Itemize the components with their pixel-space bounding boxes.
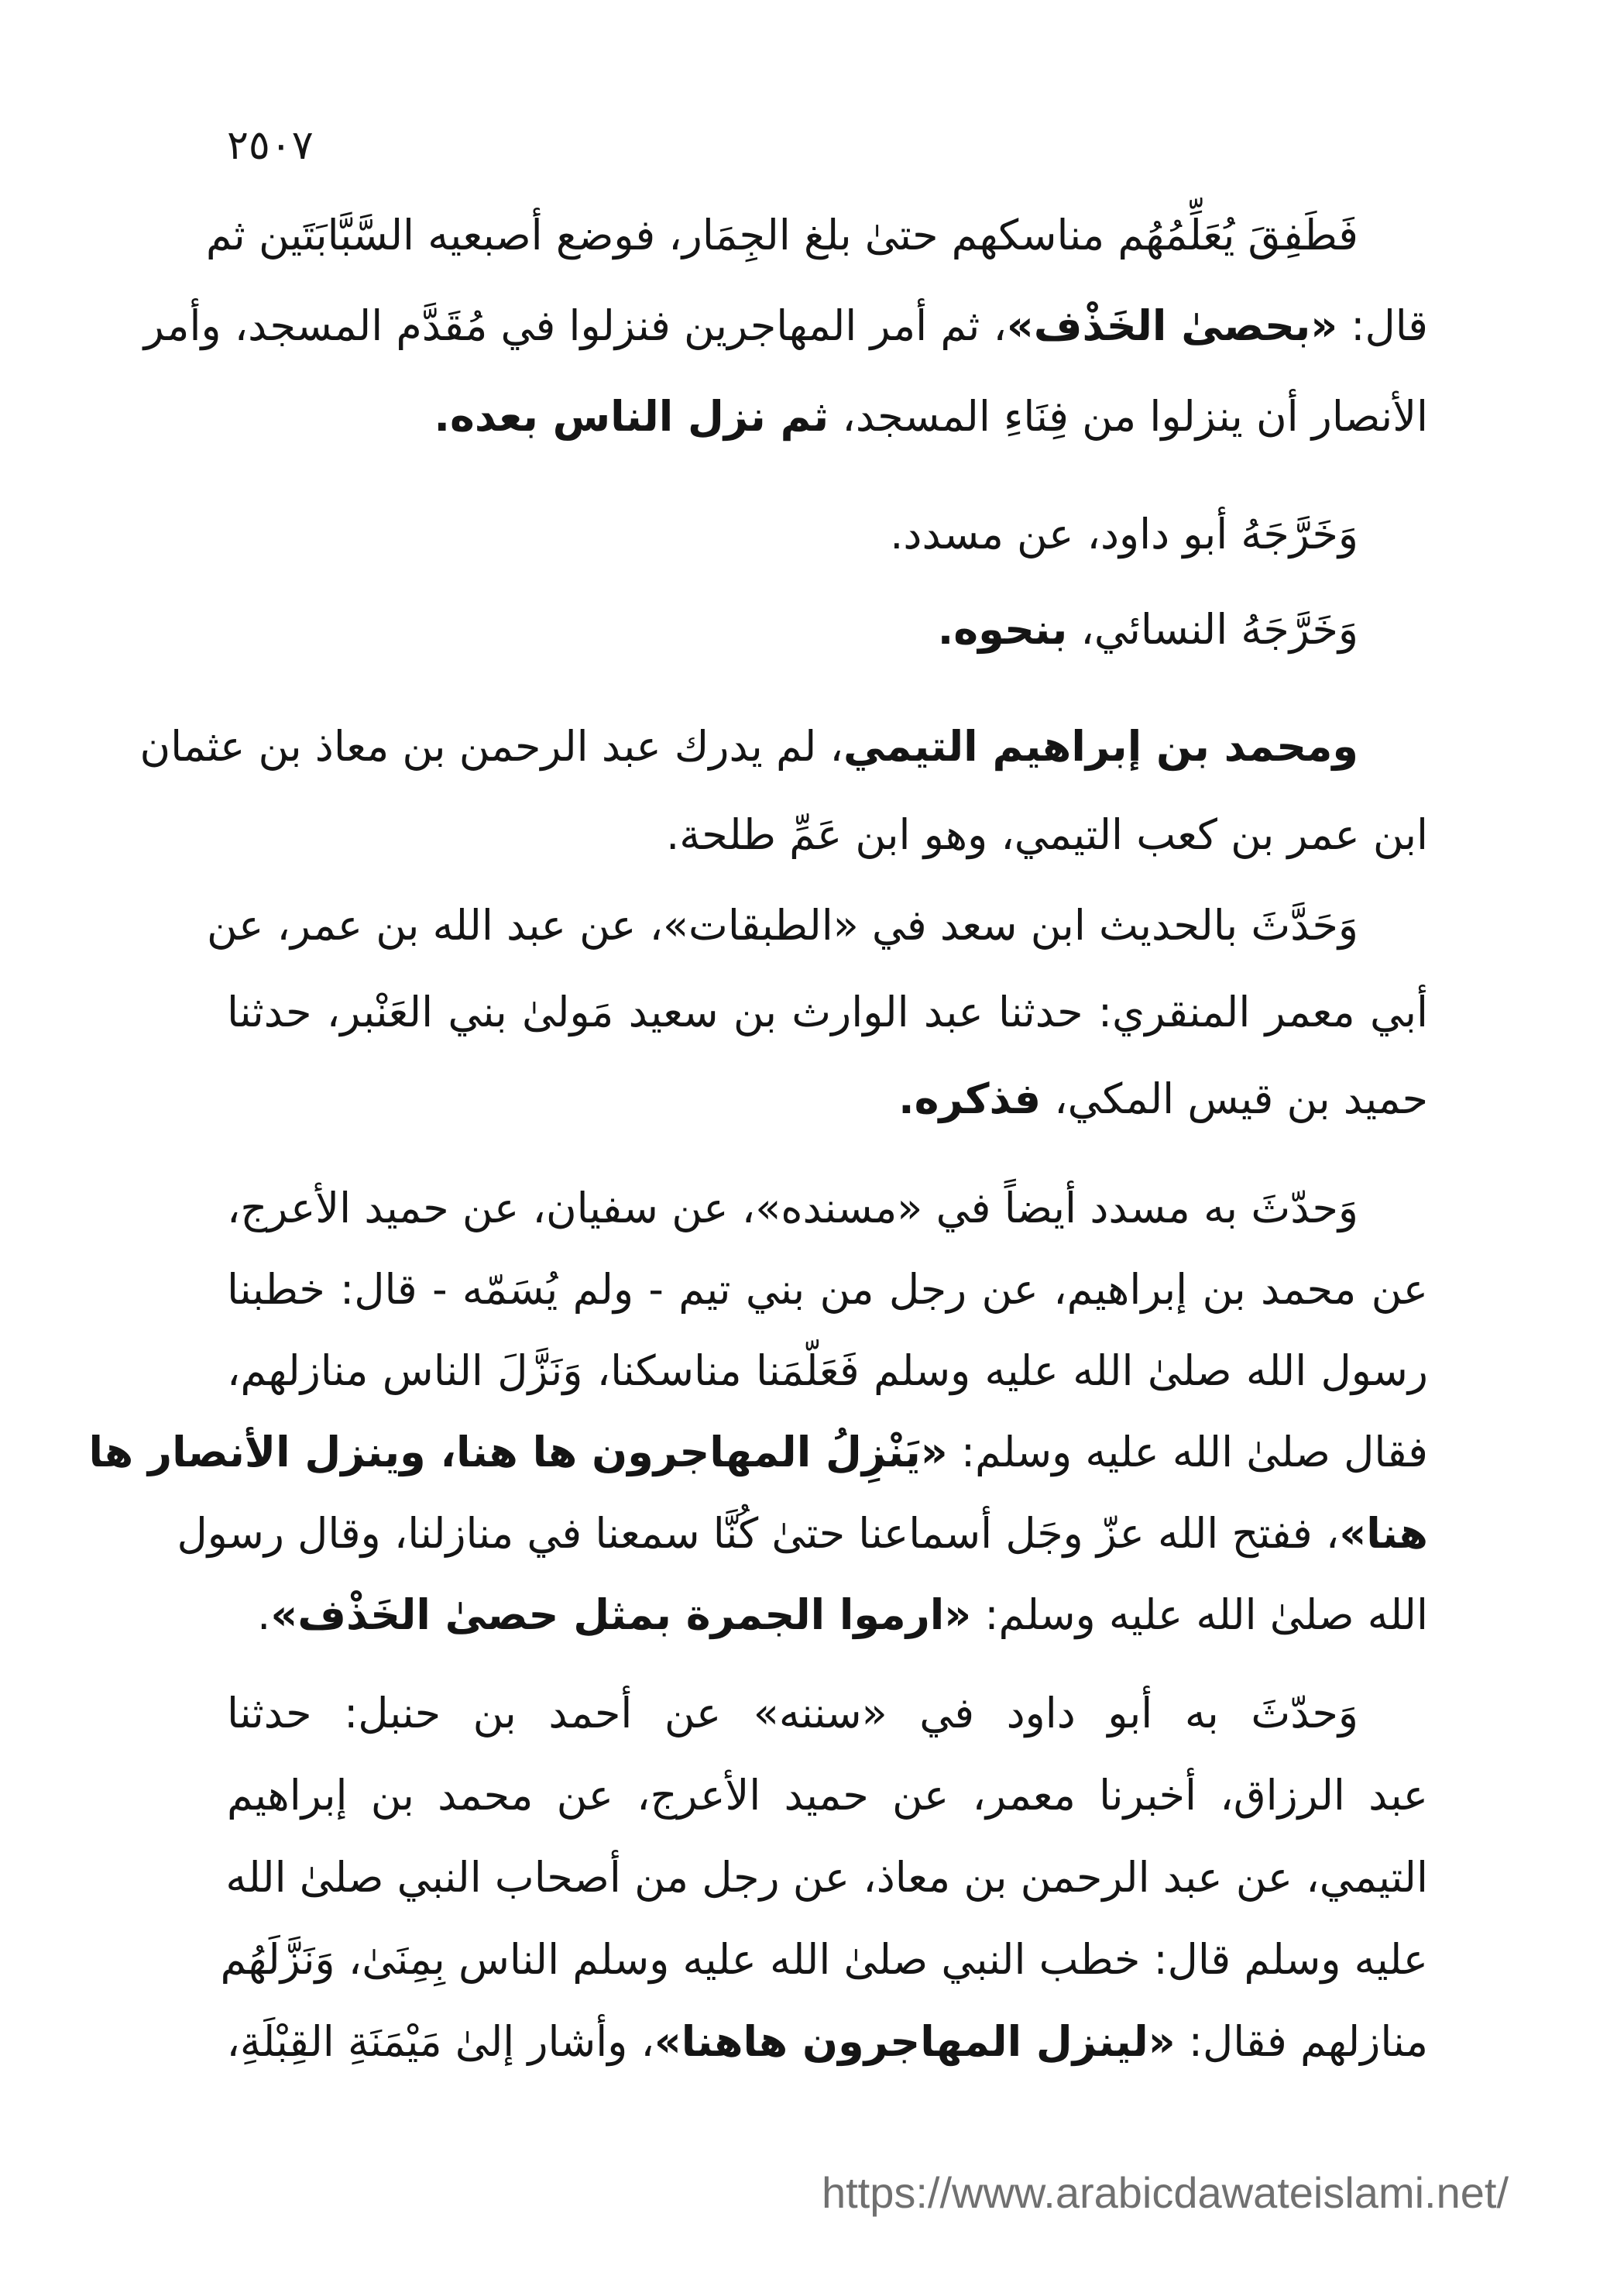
paragraph xyxy=(88,1167,1428,1655)
text-line xyxy=(205,190,1428,280)
text-segment: عليه وسلم قال: خطب النبي صلىٰ الله عليه وسلم الناس بِمِنَىٰ، وَنَزَّلَهُم xyxy=(220,1935,1428,1984)
text-segment: وَحدّثَ به مسدد أيضاً في «مسنده»، عن سفيان، عن حميد الأعرج، xyxy=(227,1184,1358,1232)
text-line xyxy=(227,371,1428,462)
paragraph xyxy=(227,490,1428,579)
bold-text-segment: بنحوه. xyxy=(937,605,1068,654)
text-segment: وَحدّثَ به أبو داود في «سننه» عن أحمد بن حنبل: حدثنا xyxy=(227,1689,1358,1737)
bold-text-segment: «بحصىٰ الخَذْف» xyxy=(1006,301,1338,350)
text-segment: منازلهم فقال: xyxy=(1175,2017,1428,2066)
text-segment: التيمي، عن عبد الرحمن بن معاذ، عن رجل من أصحاب النبي صلىٰ الله xyxy=(225,1853,1428,1902)
text-line xyxy=(227,2001,1428,2083)
text-line xyxy=(139,703,1428,791)
text-line xyxy=(227,1249,1428,1330)
text-line xyxy=(177,1493,1428,1574)
text-segment: ابن عمر بن كعب التيمي، وهو ابن عَمِّ طلحة. xyxy=(666,810,1428,859)
text-segment: فقال صلىٰ الله عليه وسلم: xyxy=(947,1428,1428,1476)
text-line xyxy=(227,1755,1428,1837)
paragraph xyxy=(206,882,1428,1143)
bold-text-segment: فذكره. xyxy=(898,1074,1042,1123)
text-segment: أبي معمر المنقري: حدثنا عبد الوارث بن سعيد مَولىٰ بني العَنْبر، حدثنا xyxy=(227,988,1428,1036)
paragraph xyxy=(227,585,1428,675)
page-number: ٢٥٠٧ xyxy=(227,122,314,169)
text-line xyxy=(227,1837,1428,1919)
text-segment: ، وأشار إلىٰ مَيْمَنَةِ القِبْلَةِ، xyxy=(226,2017,654,2066)
bold-text-segment: «ارموا الجمرة بمثل حصىٰ الخَذْف» xyxy=(270,1590,972,1639)
paragraph xyxy=(139,703,1428,879)
text-segment: وَخَرَّجَهُ أبو داود، عن مسدد. xyxy=(890,510,1358,559)
text-line xyxy=(227,791,1428,879)
text-line xyxy=(227,585,1428,675)
paragraph xyxy=(220,1672,1428,2083)
text-segment: حميد بن قيس المكي، xyxy=(1041,1074,1428,1123)
text-segment: رسول الله صلىٰ الله عليه وسلم فَعَلّمَنا مناسكنا، وَنَزَّلَ الناس منازلهم، xyxy=(227,1346,1428,1395)
text-line xyxy=(88,1411,1428,1493)
text-segment: الله صلىٰ الله عليه وسلم: xyxy=(971,1590,1428,1639)
bold-text-segment: «لينزل المهاجرون هاهنا» xyxy=(654,2017,1176,2066)
text-line xyxy=(227,490,1428,579)
text-line xyxy=(227,1672,1428,1755)
text-line xyxy=(220,1919,1428,2001)
paragraph xyxy=(143,190,1428,462)
bold-text-segment: ثم نزل الناس بعده. xyxy=(434,392,829,441)
text-line xyxy=(143,280,1428,371)
text-line xyxy=(227,1167,1428,1249)
text-line xyxy=(227,1330,1428,1411)
text-segment: ، لم يدرك عبد الرحمن بن معاذ بن عثمان xyxy=(139,722,843,771)
text-segment: عن محمد بن إبراهيم، عن رجل من بني تيم - ولم يُسَمّه - قال: خطبنا xyxy=(227,1265,1428,1314)
text-segment: فَطَفِقَ يُعَلِّمُهُم مناسكهم حتىٰ بلغ الجِمَار، فوضع أصبعيه السَّبَّابَتَين ثم xyxy=(205,211,1358,260)
text-segment: ، ثم أمر المهاجرين فنزلوا في مُقَدَّم المسجد، وأمر xyxy=(143,301,1007,350)
text-segment: وَحَدَّثَ بالحديث ابن سعد في «الطبقات»، عن عبد الله بن عمر، عن xyxy=(206,901,1358,950)
bold-text-segment: ومحمد بن إبراهيم التيمي xyxy=(843,722,1358,771)
text-segment: عبد الرزاق، أخبرنا معمر، عن حميد الأعرج، عن محمد بن إبراهيم xyxy=(227,1771,1428,1820)
text-segment: وَخَرَّجَهُ النسائي، xyxy=(1067,605,1358,654)
text-segment: ، ففتح الله عزّ وجَل أسماعنا حتىٰ كُنَّا سمعنا في منازلنا، وقال رسول xyxy=(177,1509,1340,1558)
text-segment: الأنصار أن ينزلوا من فِنَاءِ المسجد، xyxy=(829,392,1428,441)
text-line xyxy=(227,1574,1428,1655)
text-segment: . xyxy=(257,1590,271,1639)
text-line xyxy=(206,882,1428,969)
bold-text-segment: هنا» xyxy=(1339,1509,1428,1558)
watermark-url: https://www.arabicdawateislami.net/ xyxy=(821,2168,1509,2217)
text-line xyxy=(227,969,1428,1056)
text-line xyxy=(227,1056,1428,1143)
text-segment: قال: xyxy=(1337,301,1428,350)
bold-text-segment: «يَنْزِلُ المهاجرون ها هنا، وينزل الأنصار ها xyxy=(88,1428,948,1476)
